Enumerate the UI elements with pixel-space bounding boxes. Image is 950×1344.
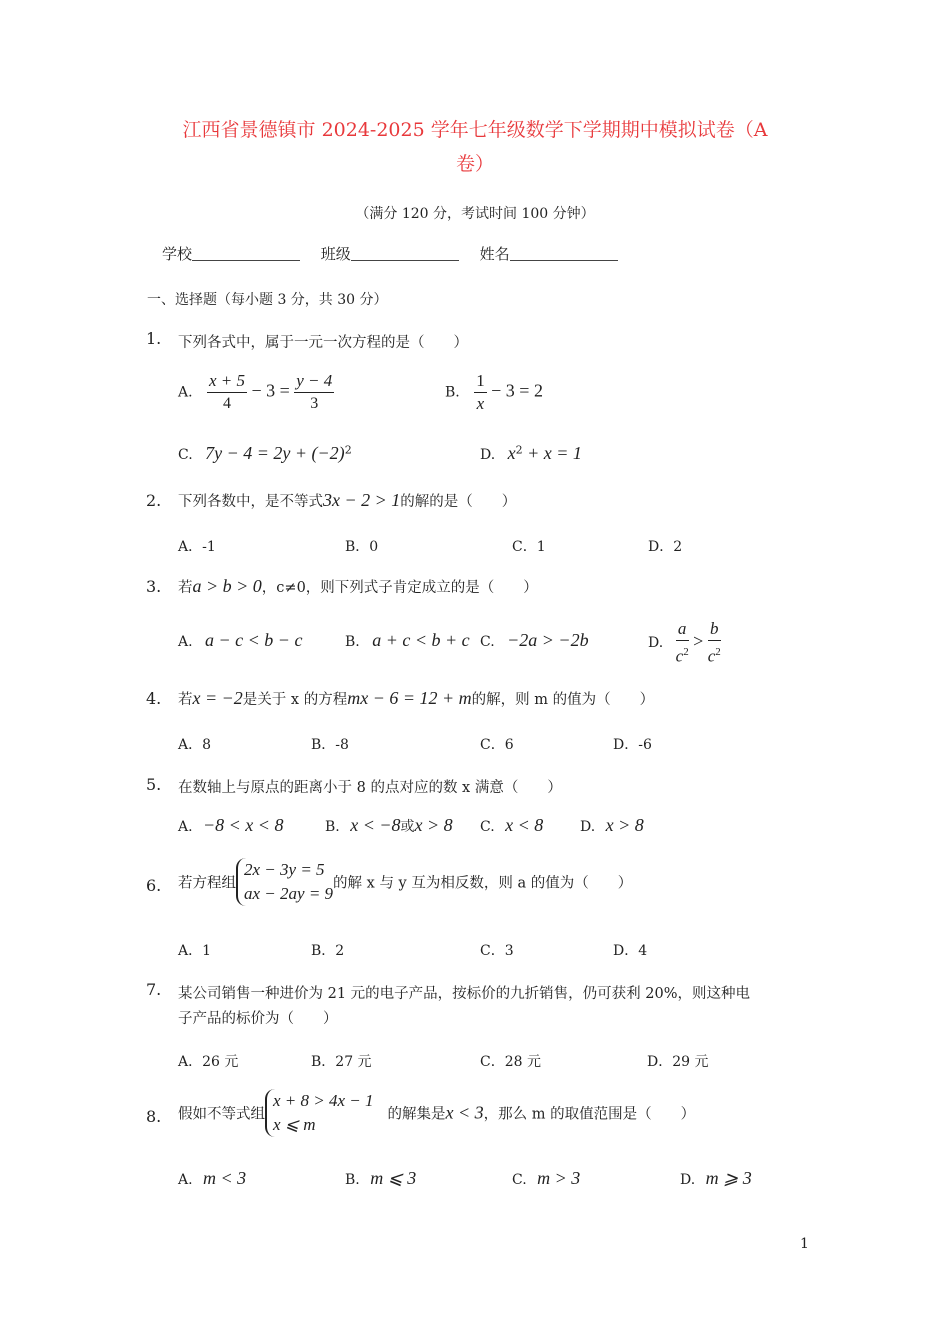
question-number: 1. xyxy=(146,329,162,348)
option-c: C. $7y - 4 = 2y + (-2)^2$ xyxy=(178,443,352,463)
option-a: A. m < 3 xyxy=(178,1168,247,1188)
question-text: 某公司销售一种进价为 21 元的电子产品，按标价的九折销售，仍可获利 20%，则这种电 xyxy=(178,986,751,1002)
fraction: $\frac{x + 5}{4}$ xyxy=(209,371,246,412)
option-a: A．-1 xyxy=(178,539,216,555)
school-blank[interactable] xyxy=(192,246,300,261)
option-d: D. x > 8 xyxy=(580,815,644,835)
option-b: B. a + c < b + c xyxy=(345,630,470,650)
option-c: C．28 元 xyxy=(480,1054,541,1070)
question-text: 下列各数中，是不等式3x − 2 > 1的解的是（ ） xyxy=(178,490,517,510)
student-fields xyxy=(162,243,634,264)
option-c: C．3 xyxy=(480,943,514,959)
option-a: A. $\frac{x + 5}{4}$ − 3 = $\frac{y - 4}{3}$ xyxy=(178,370,334,415)
question-text-cont: 子产品的标价为（ ） xyxy=(178,1011,338,1027)
option-d: D．-6 xyxy=(613,737,652,753)
question-number: 6. xyxy=(146,876,162,895)
option-d: D. m ⩾ 3 xyxy=(680,1168,752,1188)
question-number: 5. xyxy=(146,775,162,794)
equation-system: 2x − 3y = 5 ax − 2ay = 9 xyxy=(236,858,333,906)
option-a: A. −8 < x < 8 xyxy=(178,815,284,835)
option-d: D．2 xyxy=(648,539,683,555)
option-b: B．-8 xyxy=(311,737,349,753)
option-c: C．1 xyxy=(512,539,546,555)
question-number: 2. xyxy=(146,491,162,510)
name-label: 姓名 xyxy=(479,245,510,263)
question-text: 假如不等式组 x + 8 > 4x − 1 x ⩽ m 的解集是x < 3，那么 m 的取值范围是（ ） xyxy=(178,1089,695,1137)
class-blank[interactable] xyxy=(351,246,459,261)
option-b: B．0 xyxy=(345,539,379,555)
option-a: A. a − c < b − c xyxy=(178,630,303,650)
option-b: B. $\frac{1}{x}$ − 3 = 2 xyxy=(445,371,543,413)
option-a: A．1 xyxy=(178,943,212,959)
option-c: C. −2a > −2b xyxy=(480,630,589,650)
class-label: 班级 xyxy=(320,245,351,263)
fraction: $\frac{b}{c^2}$ xyxy=(707,619,721,666)
fraction: $\frac{a}{c^2}$ xyxy=(675,619,689,666)
option-c: C. x < 8 xyxy=(480,815,544,835)
option-d: D. $\frac{a}{c^2}$ > $\frac{b}{c^2}$ xyxy=(648,619,721,666)
option-a: A．8 xyxy=(178,737,212,753)
exam-title: 江西省景德镇市 2024-2025 学年七年级数学下学期期中模拟试卷（A 卷） xyxy=(182,119,768,175)
inequality-system: x + 8 > 4x − 1 x ⩽ m xyxy=(265,1089,374,1137)
question-number: 3. xyxy=(146,577,162,596)
question-text: 若方程组 2x − 3y = 5 ax − 2ay = 9 的解 x 与 y 互为相反数，则 a 的值为（ ） xyxy=(178,858,632,906)
option-b: B．2 xyxy=(311,943,345,959)
option-d: D．29 元 xyxy=(647,1054,709,1070)
option-b: B. x < −8或x > 8 xyxy=(325,815,453,835)
exam-info: （满分 120 分，考试时间 100 分钟） xyxy=(355,206,595,222)
option-c: C．6 xyxy=(480,737,514,753)
question-number: 7. xyxy=(146,980,162,999)
option-b: B．27 元 xyxy=(311,1054,372,1070)
option-a: A．26 元 xyxy=(178,1054,239,1070)
school-label: 学校 xyxy=(162,245,193,263)
question-number: 4. xyxy=(146,689,162,708)
question-text: 若x = −2是关于 x 的方程mx − 6 = 12 + m的解，则 m 的值为（ ） xyxy=(178,688,655,708)
question-text: 若a > b > 0，c≠0，则下列式子肯定成立的是（ ） xyxy=(178,576,538,596)
option-d: D. $x^2 + x = 1$ xyxy=(480,443,582,463)
fraction: $\frac{y - 4}{3}$ xyxy=(296,371,333,412)
question-text: 下列各式中，属于一元一次方程的是（ ） xyxy=(178,335,468,351)
question-text: 在数轴上与原点的距离小于 8 的点对应的数 x 满意（ ） xyxy=(178,780,562,796)
option-d: D．4 xyxy=(613,943,648,959)
option-b: B. m ⩽ 3 xyxy=(345,1168,417,1188)
question-number: 8. xyxy=(146,1107,162,1126)
fraction: $\frac{1}{x}$ xyxy=(476,371,485,413)
section-heading: 一、选择题（每小题 3 分，共 30 分） xyxy=(147,292,388,308)
name-blank[interactable] xyxy=(510,246,618,261)
page-number: 1 xyxy=(800,1236,809,1252)
option-c: C. m > 3 xyxy=(512,1168,581,1188)
